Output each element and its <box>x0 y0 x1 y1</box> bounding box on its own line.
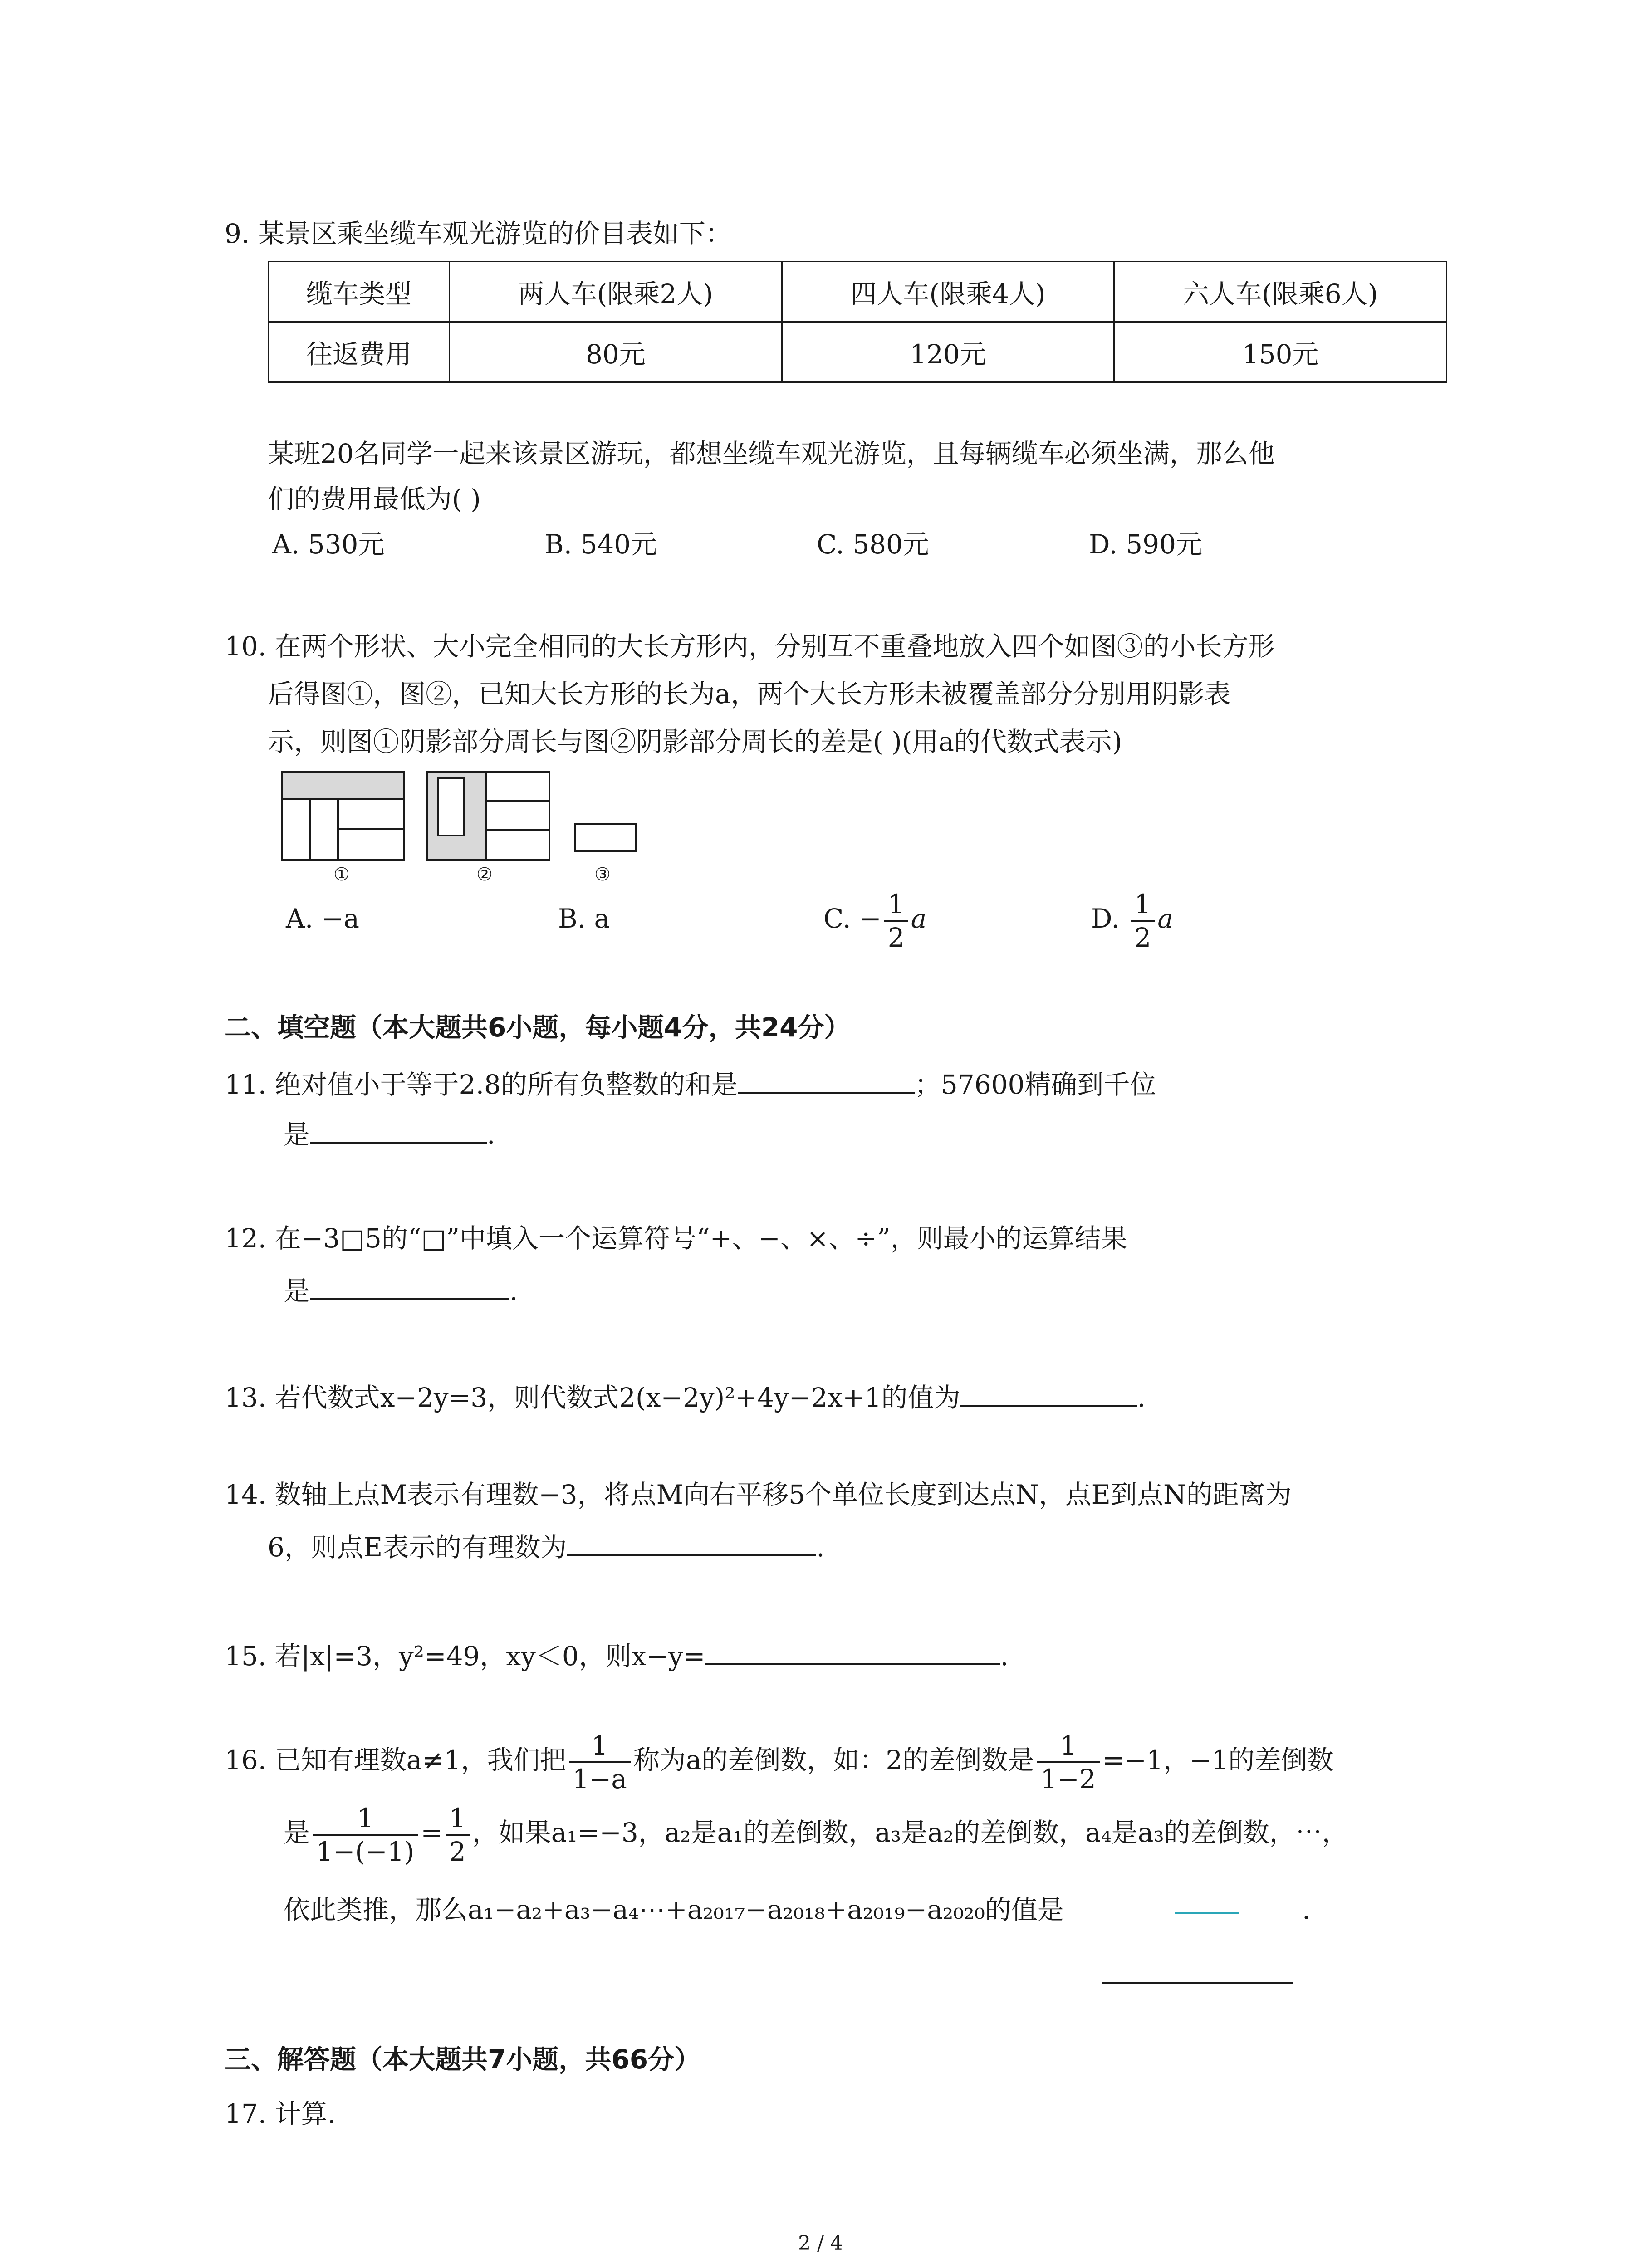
numerator: 1 <box>884 891 908 922</box>
q11-text-2: 是 <box>284 1119 310 1150</box>
q11-line1 <box>225 1064 1156 1103</box>
table-cell: 四人车(限乘4人) <box>782 262 1114 322</box>
q9-option-c: C. 580元 <box>817 529 929 560</box>
q16-line3: 依此类推，那么a₁−a₂+a₃−a₄⋯+a₂₀₁₇−a₂₀₁₈+a₂₀₁₉−a₂₀₂₀的值是 <box>284 1894 1064 1925</box>
numerator: 1 <box>1037 1732 1099 1763</box>
fraction <box>1131 888 1155 953</box>
numerator: 1 <box>446 1805 470 1836</box>
table-cell: 80元 <box>450 322 782 382</box>
q16-text: 是 <box>284 1817 310 1848</box>
figure-2-rect <box>485 771 550 802</box>
answer-blank[interactable] <box>960 1377 1137 1407</box>
numerator: 1 <box>569 1732 631 1763</box>
table-cell: 150元 <box>1114 322 1447 382</box>
denominator: 2 <box>1134 922 1151 953</box>
period: . <box>509 1276 518 1306</box>
q16-text: 16. 已知有理数a≠1，我们把 <box>225 1745 566 1775</box>
answer-blank[interactable] <box>1102 1982 1293 1984</box>
q11-text-b: ；57600精确到千位 <box>914 1069 1156 1100</box>
q9-stem: 9. 某景区乘坐缆车观光游览的价目表如下： <box>225 218 732 249</box>
figure-1-rect <box>338 828 405 861</box>
q12-line1: 12. 在−3□5的“□”中填入一个运算符号“+、−、×、÷”，则最小的运算结果 <box>225 1223 1127 1254</box>
answer-blank[interactable] <box>310 1114 487 1144</box>
table-cell: 缆车类型 <box>269 262 450 322</box>
table-cell: 两人车(限乘2人) <box>450 262 782 322</box>
table-row <box>269 262 1447 322</box>
q10-option-c <box>823 882 926 955</box>
accent-underline <box>1175 1912 1239 1914</box>
fraction <box>446 1802 470 1867</box>
page-number: 2 / 4 <box>798 2232 843 2255</box>
figure-1 <box>281 771 405 861</box>
table-cell: 六人车(限乘6人) <box>1114 262 1447 322</box>
denominator: 2 <box>887 922 905 953</box>
q15-text: 15. 若|x|=3，y²=49，xy＜0，则x−y= <box>225 1641 705 1672</box>
denominator: 1−(−1) <box>316 1836 415 1867</box>
variable: a <box>1157 903 1173 934</box>
q13-line <box>225 1377 1146 1416</box>
period: . <box>1000 1641 1009 1672</box>
q14-line1: 14. 数轴上点M表示有理数−3，将点M向右平移5个单位长度到达点N，点E到点N的距离为 <box>225 1479 1292 1510</box>
q14-line2 <box>268 1526 825 1565</box>
answer-blank[interactable] <box>738 1064 915 1094</box>
q10-option-b: B. a <box>558 903 610 934</box>
denominator: 1−2 <box>1040 1763 1096 1794</box>
q9-option-b: B. 540元 <box>544 529 657 560</box>
figure-1-rect <box>338 798 405 830</box>
q16-text: ，如果a₁=−3，a₂是a₁的差倒数，a₃是a₂的差倒数，a₄是a₃的差倒数，⋯， <box>472 1817 1348 1848</box>
q16-line1 <box>225 1724 1333 1796</box>
q10-option-a: A. −a <box>286 903 359 934</box>
q10-option-d <box>1091 882 1173 955</box>
option-letter: C. − <box>823 903 882 934</box>
q10-line1: 10. 在两个形状、大小完全相同的大长方形内，分别互不重叠地放入四个如图③的小长方形 <box>225 631 1275 662</box>
q17-text: 17. 计算. <box>225 2098 336 2129</box>
section-3-heading: 三、解答题（本大题共7小题，共66分） <box>225 2044 701 2075</box>
fraction <box>313 1802 418 1867</box>
figure-3 <box>574 823 637 852</box>
period: . <box>1137 1382 1146 1413</box>
numerator: 1 <box>313 1805 418 1836</box>
q9-line2: 们的费用最低为( ) <box>268 484 481 514</box>
q13-text: 13. 若代数式x−2y=3，则代数式2(x−2y)²+4y−2x+1的值为 <box>225 1382 960 1413</box>
q16-line2 <box>284 1796 1348 1869</box>
table-cell: 120元 <box>782 322 1114 382</box>
figure-2-rect <box>485 829 550 861</box>
answer-blank[interactable] <box>705 1635 1000 1665</box>
figure-2-rect <box>437 777 465 836</box>
denominator: 1−a <box>572 1763 627 1794</box>
figure-1-label: ① <box>333 864 350 885</box>
table-cell: 往返费用 <box>269 322 450 382</box>
q11-line2 <box>284 1114 495 1153</box>
variable: a <box>911 903 927 934</box>
q12-line2 <box>284 1270 518 1309</box>
q11-text: 11. 绝对值小于等于2.8的所有负整数的和是 <box>225 1069 738 1100</box>
period: . <box>816 1532 825 1563</box>
q14-text-2: 6，则点E表示的有理数为 <box>268 1532 567 1563</box>
fraction <box>569 1732 631 1792</box>
figure-3-label: ③ <box>594 864 611 885</box>
figure-2-label: ② <box>476 864 493 885</box>
period: . <box>487 1119 495 1150</box>
q9-line1: 某班20名同学一起来该景区游玩，都想坐缆车观光游览，且每辆缆车必须坐满，那么他 <box>268 438 1275 469</box>
q9-option-a: A. 530元 <box>272 529 385 560</box>
table-row <box>269 322 1447 382</box>
q16-period: . <box>1302 1894 1311 1925</box>
fraction <box>1037 1732 1099 1792</box>
equals: = <box>421 1817 443 1848</box>
option-letter: D. <box>1091 903 1120 934</box>
q10-line3: 示，则图①阴影部分周长与图②阴影部分周长的差是( )(用a的代数式表示) <box>268 726 1122 757</box>
figure-1-rect <box>309 798 338 861</box>
figure-2-rect <box>485 800 550 831</box>
answer-blank[interactable] <box>567 1526 816 1556</box>
answer-blank[interactable] <box>310 1270 509 1300</box>
q9-option-d: D. 590元 <box>1089 529 1203 560</box>
q16-text: 称为a的差倒数，如：2的差倒数是 <box>633 1745 1034 1775</box>
figure-1-shade <box>283 773 403 800</box>
price-table <box>268 261 1447 383</box>
denominator: 2 <box>449 1836 466 1867</box>
section-2-heading: 二、填空题（本大题共6小题，每小题4分，共24分） <box>225 1012 851 1043</box>
q16-text: =−1，−1的差倒数 <box>1102 1745 1334 1775</box>
q12-text-2: 是 <box>284 1276 310 1306</box>
figure-1-rect <box>281 798 311 861</box>
q10-line2: 后得图①，图②，已知大长方形的长为a，两个大长方形未被覆盖部分分别用阴影表 <box>268 679 1231 709</box>
numerator: 1 <box>1131 891 1155 922</box>
q15-line <box>225 1635 1009 1674</box>
fraction <box>884 888 908 953</box>
figure-2 <box>426 771 550 861</box>
